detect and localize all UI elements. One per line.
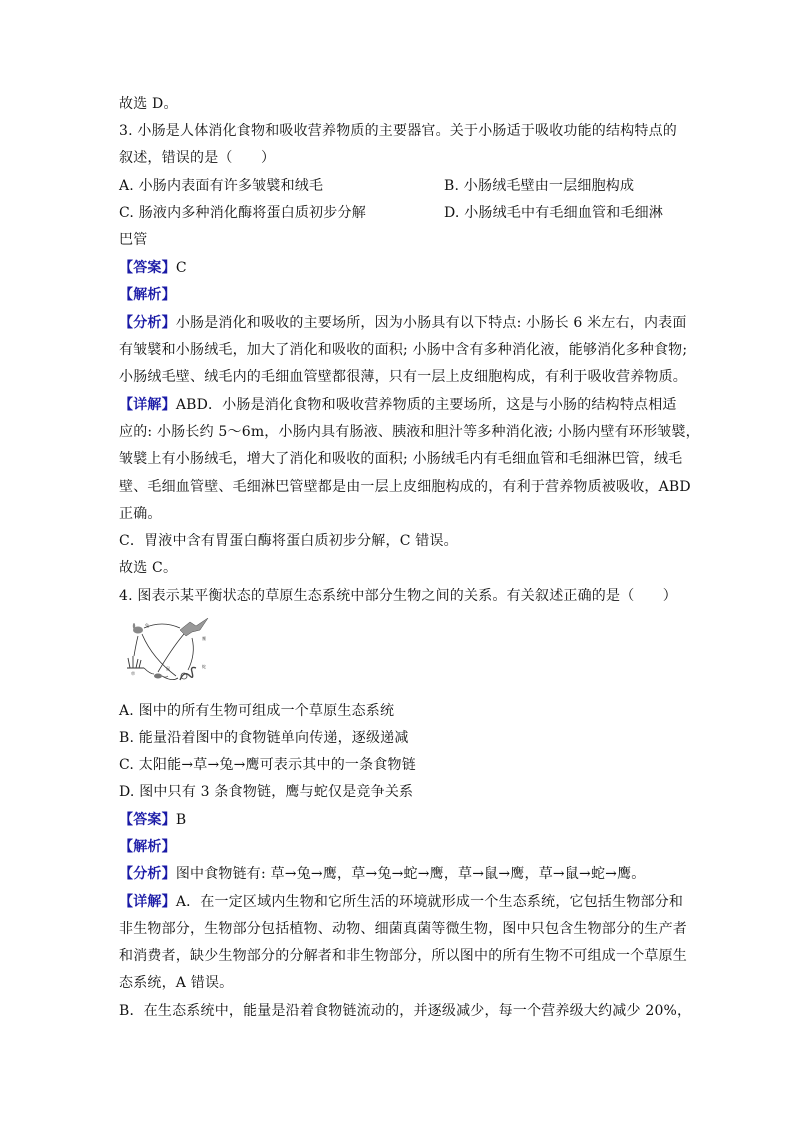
- xiangjie-line: [119, 395, 677, 415]
- arrow-rabbit-eagle: [144, 624, 180, 628]
- analysis-tag-line: [119, 285, 176, 305]
- arrow-mouse-snake: [162, 676, 178, 680]
- food-web-figure: [122, 618, 214, 688]
- question-4-stem: 4. 图表示某平衡状态的草原生态系统中部分生物之间的关系。有关叙述正确的是（ ）: [119, 588, 678, 604]
- arrow-snake-eagle: [188, 638, 193, 670]
- option-d: D. 图中只有 3 条食物链，鹰与蛇仅是竞争关系: [119, 784, 414, 800]
- fenxi-tag: 【分析】: [119, 866, 176, 882]
- fenxi-line: [119, 864, 645, 884]
- fenxi-line: [119, 313, 687, 333]
- text-line: 态系统，A 错误。: [119, 975, 234, 991]
- option-b: B. 小肠绒毛壁由一层细胞构成: [444, 178, 635, 194]
- arrow-grass-rabbit: [134, 636, 138, 656]
- fenxi-tag: 【分析】: [119, 315, 176, 331]
- option-b: B. 能量沿着图中的食物链单向传递，逐级递减: [119, 730, 409, 746]
- answer-line: [119, 810, 186, 830]
- xiangjie-tag: 【详解】: [119, 894, 176, 910]
- label-mouse: 鼠: [166, 666, 170, 671]
- option-a: A. 小肠内表面有许多皱襞和绒毛: [119, 178, 324, 194]
- question-3-stem: 3. 小肠是人体消化食物和吸收营养物质的主要器官。关于小肠适于吸收功能的结构特点的: [119, 123, 678, 139]
- label-rabbit: 兔: [145, 623, 149, 628]
- fenxi-text: 小肠是消化和吸收的主要场所，因为小肠具有以下特点: 小肠长 6 米左右，内表面: [175, 315, 687, 331]
- text-line: B．在生态系统中，能量是沿着食物链流动的，并逐级减少，每一个营养级大约减少 20%，: [119, 1003, 692, 1019]
- analysis-tag-line: [119, 837, 176, 857]
- option-c: C. 肠液内多种消化酶将蛋白质初步分解: [119, 205, 366, 221]
- text-line: 非生物部分，生物部分包括植物、动物、细菌真菌等微生物，图中只包含生物部分的生产者: [119, 921, 687, 937]
- xiangjie-line: [119, 892, 683, 912]
- text-line: 壁、毛细血管壁、毛细淋巴管壁都是由一层上皮细胞构成的，有利于营养物质被吸收，ABD: [119, 479, 691, 495]
- text-line: 和消费者，缺少生物部分的分解者和非生物部分，所以图中的所有生物不可组成一个草原生: [119, 948, 687, 964]
- fenxi-text: 图中食物链有: 草→兔→鹰，草→兔→蛇→鹰，草→鼠→鹰，草→鼠→蛇→鹰。: [175, 866, 646, 882]
- label-eagle: 鹰: [202, 636, 206, 641]
- label-snake: 蛇: [202, 664, 206, 669]
- question-3-stem-cont: 叙述，错误的是（ ）: [119, 150, 276, 166]
- arrow-grass-mouse: [144, 668, 154, 674]
- text-line: 故选 C。: [119, 560, 178, 576]
- answer-tag: 【答案】: [119, 260, 176, 276]
- answer-line: [119, 258, 187, 278]
- option-d-cont: 巴管: [119, 232, 148, 248]
- text-line: 有皱襞和小肠绒毛，加大了消化和吸收的面积; 小肠中含有多种消化液，能够消化多种食物;: [119, 342, 688, 358]
- answer-value: B: [175, 812, 187, 828]
- analysis-tag: 【解析】: [119, 839, 176, 855]
- grass-icon: [127, 656, 144, 668]
- option-a: A. 图中的所有生物可组成一个草原生态系统: [119, 703, 395, 719]
- label-grass: 草: [131, 671, 135, 676]
- xiangjie-tag: 【详解】: [119, 397, 176, 413]
- text-line: 正确。: [119, 506, 162, 522]
- eagle-icon: [180, 618, 208, 636]
- option-c: C. 太阳能→草→兔→鹰可表示其中的一条食物链: [119, 757, 416, 773]
- rabbit-icon: [133, 623, 143, 634]
- arrow-mouse-eagle: [158, 634, 184, 672]
- text-line: C．胃液中含有胃蛋白酶将蛋白质初步分解，C 错误。: [119, 533, 458, 549]
- text-line: 故选 D。: [119, 96, 178, 112]
- xiangjie-text: ABD．小肠是消化食物和吸收营养物质的主要场所，这是与小肠的结构特点相适: [175, 397, 677, 413]
- text-line: 应的: 小肠长约 5～6m，小肠内具有肠液、胰液和胆汁等多种消化液; 小肠内壁有环形皱襞，: [119, 424, 700, 440]
- text-line: 皱襞上有小肠绒毛，增大了消化和吸收的面积; 小肠绒毛内有毛细血管和毛细淋巴管，绒毛: [119, 451, 683, 467]
- text-line: 小肠绒毛壁、绒毛内的毛细血管壁都很薄，只有一层上皮细胞构成，有利于吸收营养物质。: [119, 369, 687, 385]
- option-d: D. 小肠绒毛中有毛细血管和毛细淋: [444, 205, 664, 221]
- answer-value: C: [175, 260, 187, 276]
- answer-tag: 【答案】: [119, 812, 176, 828]
- xiangjie-text: A．在一定区域内生物和它所生活的环境就形成一个生态系统，它包括生物部分和: [175, 894, 684, 910]
- analysis-tag: 【解析】: [119, 287, 176, 303]
